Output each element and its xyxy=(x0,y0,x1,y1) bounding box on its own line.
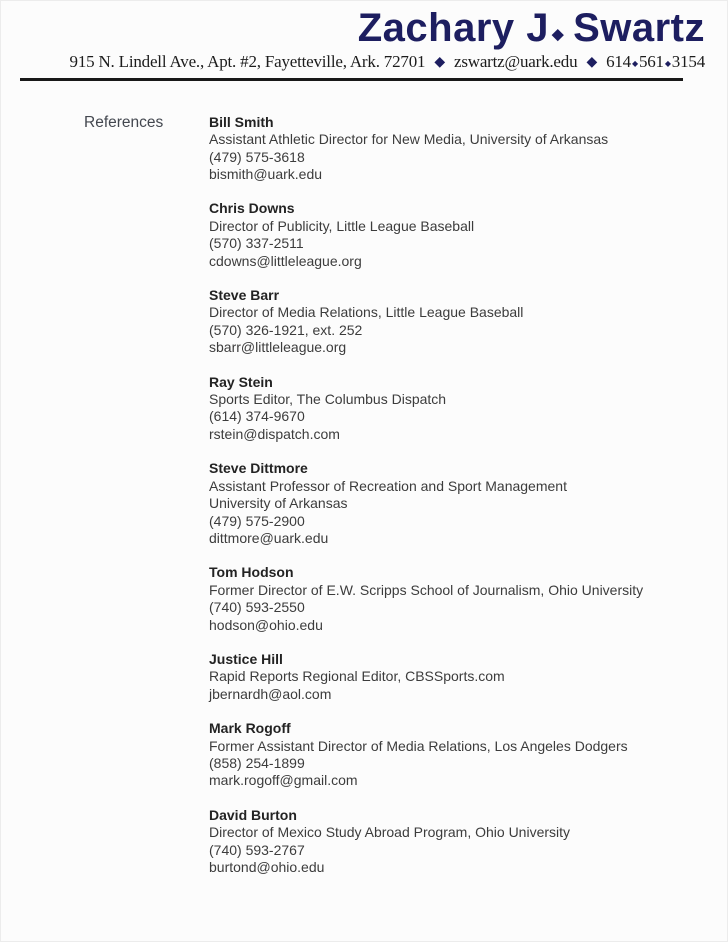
diamond-separator-icon: ◆ xyxy=(586,54,598,70)
contact-address: 915 N. Lindell Ave., Apt. #2, Fayetteville, Ark. 72701 xyxy=(69,51,426,71)
reference-name: David Burton xyxy=(209,806,297,823)
reference-detail-line: mark.rogoff@gmail.com xyxy=(209,772,358,789)
reference-name: Bill Smith xyxy=(209,113,274,130)
reference-detail-line: rstein@dispatch.com xyxy=(209,425,340,442)
diamond-period-icon: ◆ xyxy=(552,26,565,43)
reference-detail-line: Director of Publicity, Little League Baseball xyxy=(209,217,475,234)
reference-detail-line: Assistant Professor of Recreation and Sport Management xyxy=(209,477,567,494)
name-last: Swartz xyxy=(573,6,705,50)
reference-entry xyxy=(209,720,688,790)
header-divider-rule xyxy=(20,78,683,81)
reference-detail-line: jbernardh@aol.com xyxy=(209,685,332,702)
reference-detail-line: (570) 337-2511 xyxy=(209,235,304,252)
contact-email: zswartz@uark.edu xyxy=(454,51,578,71)
reference-detail-line: (479) 575-2900 xyxy=(209,512,305,529)
reference-detail-line: University of Arkansas xyxy=(209,495,348,512)
reference-detail-line: Assistant Athletic Director for New Media, University of Arkansas xyxy=(209,131,609,148)
references-heading: References xyxy=(84,113,164,131)
reference-entry xyxy=(209,200,688,270)
reference-entry xyxy=(209,807,688,877)
resume-header xyxy=(0,0,728,81)
reference-detail-line: Former Assistant Director of Media Relations, Los Angeles Dodgers xyxy=(209,737,628,754)
reference-name: Steve Dittmore xyxy=(209,460,308,477)
reference-entry xyxy=(209,374,688,444)
reference-detail-line: dittmore@uark.edu xyxy=(209,529,329,546)
name-first: Zachary J xyxy=(357,6,550,50)
reference-entry xyxy=(209,114,688,184)
reference-name: Ray Stein xyxy=(209,373,273,390)
reference-detail-line: sbarr@littleleague.org xyxy=(209,339,347,356)
references-list xyxy=(209,114,728,894)
reference-detail-line: (740) 593-2550 xyxy=(209,599,305,616)
reference-detail-line: (614) 374-9670 xyxy=(209,408,305,425)
reference-detail-line: cdowns@littleleague.org xyxy=(209,252,362,269)
reference-name: Tom Hodson xyxy=(209,564,294,581)
reference-detail-line: (858) 254-1899 xyxy=(209,754,305,771)
reference-name: Chris Downs xyxy=(209,200,295,217)
reference-detail-line: Rapid Reports Regional Editor, CBSSports.com xyxy=(209,668,505,685)
reference-entry xyxy=(209,651,688,703)
reference-detail-line: hodson@ohio.edu xyxy=(209,616,323,633)
references-section xyxy=(0,114,728,894)
reference-detail-line: (570) 326-1921, ext. 252 xyxy=(209,321,363,338)
reference-detail-line: Director of Mexico Study Abroad Program, Ohio University xyxy=(209,824,571,841)
contact-phone: 614◆561◆3154 xyxy=(606,51,705,71)
diamond-separator-icon: ◆ xyxy=(434,54,445,70)
reference-detail-line: (740) 593-2767 xyxy=(209,841,305,858)
reference-detail-line: (479) 575-3618 xyxy=(209,148,305,165)
reference-name: Mark Rogoff xyxy=(209,720,291,737)
contact-line xyxy=(0,52,705,72)
diamond-dot-icon: ◆ xyxy=(664,58,671,68)
section-label-column xyxy=(84,114,209,894)
reference-detail-line: Sports Editor, The Columbus Dispatch xyxy=(209,391,447,408)
reference-detail-line: Former Director of E.W. Scripps School of Journalism, Ohio University xyxy=(209,581,644,598)
page-title xyxy=(0,6,705,51)
reference-detail-line: Director of Media Relations, Little League Baseball xyxy=(209,304,524,321)
diamond-dot-icon: ◆ xyxy=(631,58,638,68)
reference-entry xyxy=(209,564,688,634)
reference-name: Justice Hill xyxy=(209,650,283,667)
reference-detail-line: bismith@uark.edu xyxy=(209,166,323,183)
reference-entry xyxy=(209,287,688,357)
reference-name: Steve Barr xyxy=(209,287,280,304)
reference-entry xyxy=(209,460,688,547)
reference-detail-line: burtond@ohio.edu xyxy=(209,859,325,876)
